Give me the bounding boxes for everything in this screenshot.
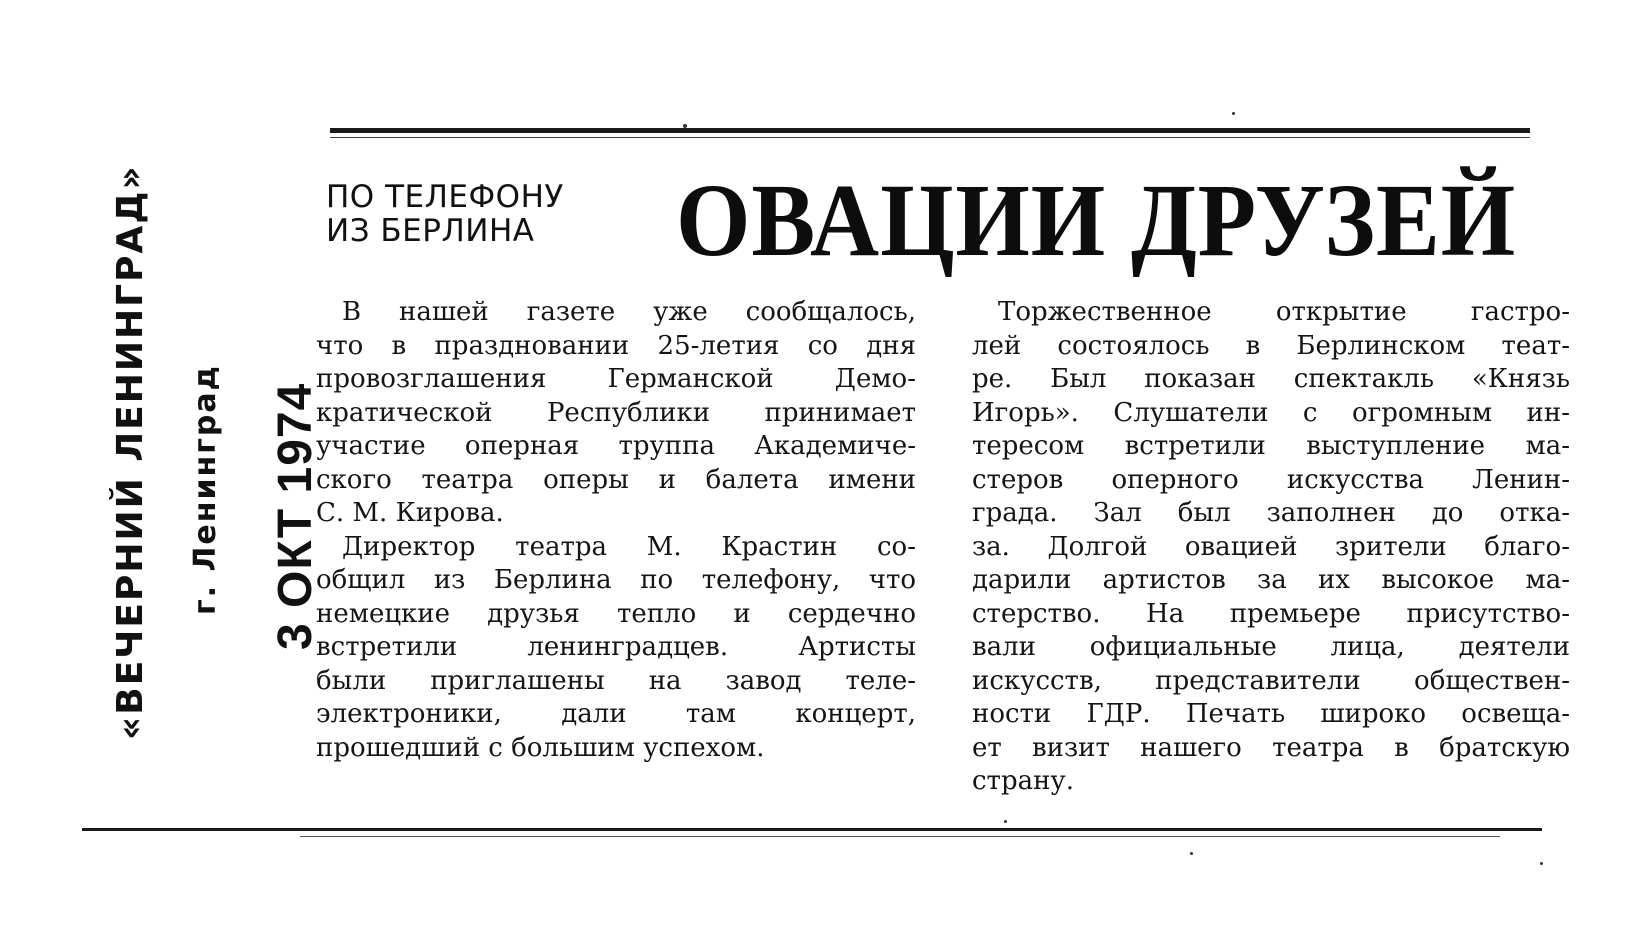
article-line: электроники, дали там концерт, xyxy=(316,699,916,729)
article-line: общил из Берлина по телефону, что xyxy=(316,565,916,595)
article-line: искусств, представители обществен- xyxy=(972,665,1570,696)
article-line: стерство. На премьере присутство- xyxy=(972,598,1570,629)
article-line: что в праздновании 25-летия со дня xyxy=(316,330,916,361)
article-line: ре. Был показан спектакль «Князь xyxy=(972,364,1570,394)
date-stamp: 3 ОКТ 1974 xyxy=(269,382,322,650)
headline: ОВАЦИИ ДРУЗЕЙ xyxy=(676,163,1517,278)
top-rule xyxy=(330,128,1530,133)
top-rule-thin xyxy=(330,137,1530,138)
article-line: тересом встретили выступление ма- xyxy=(972,431,1570,461)
article-line: В нашей газете уже сообщалось, xyxy=(342,297,916,327)
article-line: града. Зал был заполнен до отка- xyxy=(972,498,1570,528)
article-column-right xyxy=(972,296,1570,799)
article-line: кратической Республики принимает xyxy=(316,397,916,428)
scan-speck xyxy=(1232,112,1235,115)
article-line: С. М. Кирова. xyxy=(316,498,504,528)
scan-speck xyxy=(683,124,687,128)
article-line: страну. xyxy=(972,766,1074,796)
stamp-city: г. Ленинград xyxy=(188,364,223,615)
article-line: ности ГДР. Печать широко освеща- xyxy=(972,699,1570,729)
scan-speck xyxy=(1190,852,1193,855)
article-line: дарили артистов за их высокое ма- xyxy=(972,565,1570,595)
article-line: за. Долгой овацией зрители благо- xyxy=(972,531,1570,562)
article-line: ского театра оперы и балета имени xyxy=(316,464,916,495)
article-line: немецкие друзья тепло и сердечно xyxy=(316,598,916,629)
article-line: Директор театра М. Крастин со- xyxy=(342,531,916,562)
article-line: встретили ленинградцев. Артисты xyxy=(316,632,916,662)
article-line: провозглашения Германской Демо- xyxy=(316,364,916,394)
article-line: ет визит нашего театра в братскую xyxy=(972,732,1570,763)
kicker xyxy=(326,180,596,248)
kicker-line-2: ИЗ БЕРЛИНА xyxy=(326,213,535,249)
scan-speck xyxy=(1540,862,1543,865)
article-line: Игорь». Слушатели с огромным ин- xyxy=(972,397,1570,428)
bottom-rule-thin xyxy=(300,836,1500,837)
kicker-line-1: ПО ТЕЛЕФОНУ xyxy=(326,179,564,215)
article-line: были приглашены на завод теле- xyxy=(316,665,916,696)
article-line: Торжественное открытие гастро- xyxy=(998,297,1570,327)
article-line: вали официальные лица, деятели xyxy=(972,632,1570,662)
bottom-rule xyxy=(82,828,1542,831)
article-line: стеров оперного искусства Ленин- xyxy=(972,464,1570,495)
stamp-newspaper-name: «ВЕЧЕРНИЙ ЛЕНИНГРАД» xyxy=(110,164,151,740)
article-column-left xyxy=(316,296,916,765)
article-line: лей состоялось в Берлинском теат- xyxy=(972,330,1570,361)
article-line: участие оперная труппа Академиче- xyxy=(316,431,916,461)
article-line: прошедший с большим успехом. xyxy=(316,732,765,763)
scan-speck xyxy=(1004,820,1007,823)
